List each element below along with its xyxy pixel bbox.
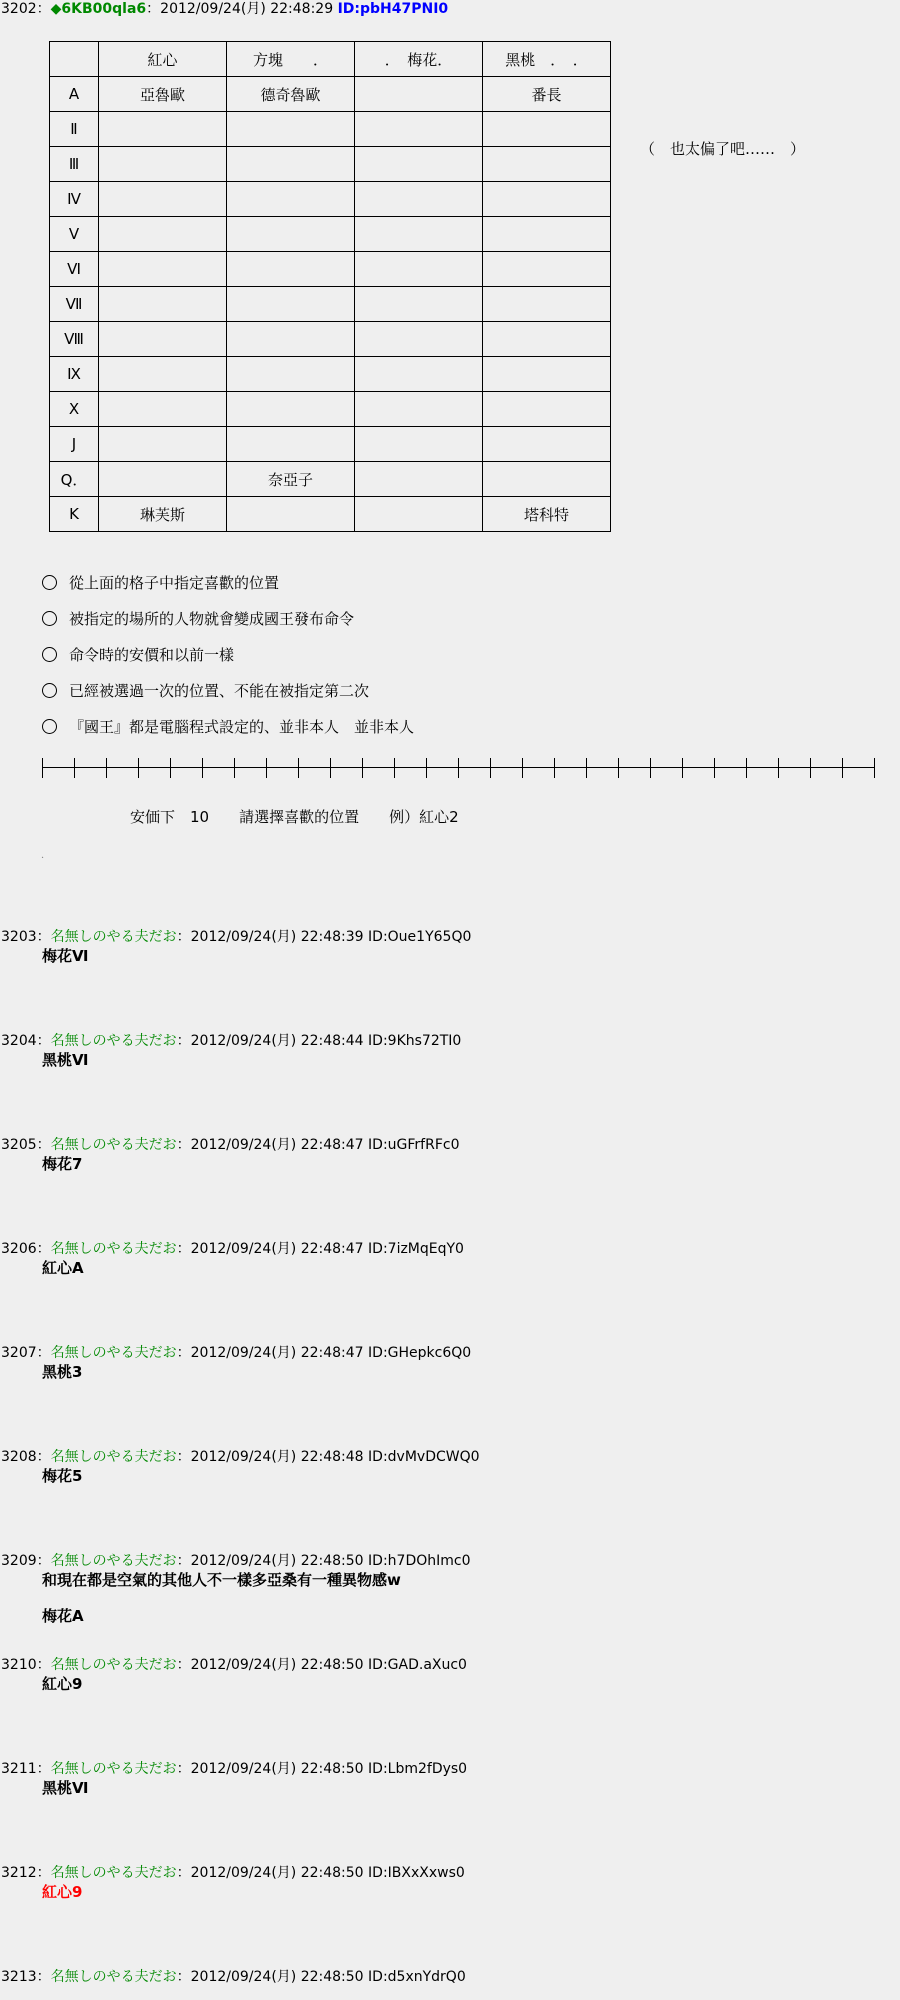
post-number: 3202	[1, 1, 37, 17]
post-sep: ：	[36, 1553, 51, 1569]
ruler-tick	[842, 758, 843, 778]
grid-row-label: Ⅷ	[50, 322, 99, 357]
grid-cell	[227, 357, 355, 392]
grid-row-label: Ⅲ	[50, 147, 99, 182]
grid-cell	[227, 182, 355, 217]
post-number: 3206	[1, 1241, 37, 1257]
grid-row-label: K	[50, 497, 99, 532]
poster-name[interactable]: 名無しのやる夫だお	[50, 1241, 177, 1257]
grid-row-label: Ⅹ	[50, 392, 99, 427]
post-header	[1, 1552, 470, 1570]
grid-suit-header: 黑桃 ． ．	[483, 42, 611, 77]
grid-row-label: J	[50, 427, 99, 462]
grid-cell	[355, 112, 483, 147]
grid-cell	[355, 252, 483, 287]
post-header	[1, 1032, 461, 1050]
post-sep: ：	[36, 1033, 51, 1049]
grid-suit-header: 紅心	[99, 42, 227, 77]
rule-item	[42, 572, 279, 593]
post-meta: ：2012/09/24(月) 22:48:50 ID:d5xnYdrQ0	[176, 1969, 466, 1985]
grid-cell	[227, 287, 355, 322]
post-body-line: 黑桃3	[42, 1363, 83, 1381]
ruler-tick	[266, 758, 267, 778]
poster-name[interactable]: 名無しのやる夫だお	[50, 1137, 177, 1153]
post-number: 3208	[1, 1449, 37, 1465]
ruler-tick	[810, 758, 811, 778]
post-header	[1, 928, 471, 946]
post-meta: ：2012/09/24(月) 22:48:29	[146, 1, 334, 17]
grid-cell: 番長	[483, 77, 611, 112]
rule-item	[42, 716, 414, 737]
grid-cell	[99, 217, 227, 252]
grid-cell	[99, 357, 227, 392]
post-body-line: 和現在都是空氣的其他人不一樣多亞桑有一種異物感w	[42, 1571, 401, 1589]
grid-row	[50, 322, 611, 357]
post-number: 3207	[1, 1345, 37, 1361]
rule-item	[42, 680, 369, 701]
grid-row-label: Ⅶ	[50, 287, 99, 322]
ruler-tick	[458, 758, 459, 778]
ruler-tick	[522, 758, 523, 778]
circle-bullet-icon	[42, 719, 57, 734]
grid-row	[50, 77, 611, 112]
grid-cell	[483, 112, 611, 147]
ruler-tick	[42, 758, 43, 778]
post-body-line: 紅心A	[42, 1259, 84, 1277]
post-header	[1, 1656, 467, 1674]
rule-text: 從上面的格子中指定喜歡的位置	[69, 574, 280, 592]
ruler-tick	[330, 758, 331, 778]
poster-name[interactable]: 名無しのやる夫だお	[50, 929, 177, 945]
post-header	[1, 1864, 465, 1882]
rule-item	[42, 608, 354, 629]
grid-row	[50, 287, 611, 322]
grid-cell	[355, 147, 483, 182]
grid-cell	[355, 357, 483, 392]
ruler-tick	[170, 758, 171, 778]
grid-cell	[355, 182, 483, 217]
ruler-tick	[202, 758, 203, 778]
post-header	[1, 1136, 459, 1154]
post-meta: ：2012/09/24(月) 22:48:50 ID:h7DOhImc0	[176, 1553, 471, 1569]
poster-name[interactable]: 名無しのやる夫だお	[50, 1033, 177, 1049]
ruler-tick	[426, 758, 427, 778]
grid-cell	[99, 147, 227, 182]
post-meta: ：2012/09/24(月) 22:48:50 ID:IBXxXxws0	[176, 1865, 465, 1881]
grid-cell	[483, 322, 611, 357]
post-sep: ：	[36, 929, 51, 945]
grid-cell	[227, 322, 355, 357]
grid-row-label: Ⅴ	[50, 217, 99, 252]
post-body-line: 黑桃Ⅵ	[42, 1051, 89, 1069]
grid-row	[50, 392, 611, 427]
ruler-tick	[362, 758, 363, 778]
grid-cell	[227, 147, 355, 182]
poster-name[interactable]: 名無しのやる夫だお	[50, 1657, 177, 1673]
grid-cell	[483, 357, 611, 392]
dotted-ruler	[42, 758, 874, 778]
grid-corner-cell	[50, 42, 99, 77]
post-meta: ：2012/09/24(月) 22:48:44 ID:9Khs72TI0	[176, 1033, 462, 1049]
grid-cell	[99, 322, 227, 357]
grid-cell	[483, 462, 611, 497]
grid-row-label: Ⅳ	[50, 182, 99, 217]
ruler-tick	[682, 758, 683, 778]
grid-cell	[483, 217, 611, 252]
ruler-tick	[106, 758, 107, 778]
grid-cell	[355, 497, 483, 532]
grid-row	[50, 252, 611, 287]
post-number: 3205	[1, 1137, 37, 1153]
grid-cell	[483, 427, 611, 462]
grid-cell	[355, 462, 483, 497]
grid-cell	[99, 182, 227, 217]
poster-name[interactable]: 名無しのやる夫だお	[50, 1969, 177, 1985]
post-number: 3209	[1, 1553, 37, 1569]
ruler-tick	[778, 758, 779, 778]
post-body-line: 紅心9	[42, 1675, 83, 1693]
grid-cell: 奈亞子	[227, 462, 355, 497]
grid-row	[50, 462, 611, 497]
side-comment: （ 也太偏了吧…… ）	[640, 140, 806, 158]
ruler-tick	[618, 758, 619, 778]
stray-dot: ．	[41, 850, 51, 861]
poster-name[interactable]: 名無しのやる夫だお	[50, 1553, 177, 1569]
grid-cell: 塔科特	[483, 497, 611, 532]
ruler-tick	[714, 758, 715, 778]
ruler-tick	[490, 758, 491, 778]
grid-row	[50, 112, 611, 147]
grid-cell: 德奇魯歐	[227, 77, 355, 112]
poster-trip[interactable]: ◆6KB00qla6	[50, 1, 147, 17]
poster-name[interactable]: 名無しのやる夫だお	[50, 1761, 177, 1777]
grid-suit-header: 方塊 ．	[227, 42, 355, 77]
op-post-header	[1, 0, 448, 18]
post-sep: ：	[36, 1241, 51, 1257]
ruler-tick	[138, 758, 139, 778]
grid-cell	[355, 322, 483, 357]
post-body-line: 梅花7	[42, 1155, 83, 1173]
grid-cell	[227, 217, 355, 252]
grid-cell	[483, 287, 611, 322]
grid-cell	[355, 392, 483, 427]
grid-cell	[355, 217, 483, 252]
grid-cell	[227, 497, 355, 532]
poster-name[interactable]: 名無しのやる夫だお	[50, 1449, 177, 1465]
grid-cell	[355, 287, 483, 322]
grid-cell	[99, 112, 227, 147]
grid-cell	[99, 287, 227, 322]
post-meta: ：2012/09/24(月) 22:48:48 ID:dvMvDCWQ0	[176, 1449, 480, 1465]
post-header	[1, 1240, 464, 1258]
grid-row	[50, 497, 611, 532]
post-meta: ：2012/09/24(月) 22:48:47 ID:7izMqEqY0	[176, 1241, 464, 1257]
circle-bullet-icon	[42, 575, 57, 590]
ruler-tick	[74, 758, 75, 778]
grid-cell	[483, 392, 611, 427]
grid-row	[50, 182, 611, 217]
post-sep: ：	[36, 1137, 51, 1153]
post-number: 3210	[1, 1657, 37, 1673]
ruler-tick	[554, 758, 555, 778]
ruler-tick	[586, 758, 587, 778]
ruler-tick	[746, 758, 747, 778]
poster-name[interactable]: 名無しのやる夫だお	[50, 1865, 177, 1881]
grid-cell	[99, 427, 227, 462]
post-sep: ：	[36, 1657, 51, 1673]
grid-cell	[227, 252, 355, 287]
post-number: 3204	[1, 1033, 37, 1049]
ruler-tick	[650, 758, 651, 778]
post-body-line: 紅心9	[42, 1883, 83, 1901]
grid-cell	[227, 112, 355, 147]
grid-cell	[99, 392, 227, 427]
grid-cell: 琳芙斯	[99, 497, 227, 532]
grid-row-label: A	[50, 77, 99, 112]
grid-cell	[99, 462, 227, 497]
poster-name[interactable]: 名無しのやる夫だお	[50, 1345, 177, 1361]
post-meta: ：2012/09/24(月) 22:48:39 ID:Oue1Y65Q0	[176, 929, 472, 945]
grid-cell	[483, 252, 611, 287]
post-header	[1, 1968, 466, 1986]
grid-suit-header: ． 梅花．	[355, 42, 483, 77]
rule-text: 『國王』都是電腦程式設定的、並非本人 並非本人	[69, 718, 415, 736]
anchor-prompt: 安価下 10 請選擇喜歡的位置 例）紅心2	[130, 808, 459, 826]
grid-row-label: Q．	[50, 462, 99, 497]
grid-header-row	[50, 42, 611, 77]
post-header	[1, 1344, 471, 1362]
rule-text: 命令時的安價和以前一樣	[69, 646, 235, 664]
grid-row-label: Ⅵ	[50, 252, 99, 287]
post-meta: ：2012/09/24(月) 22:48:50 ID:GAD.aXuc0	[176, 1657, 467, 1673]
post-header	[1, 1760, 467, 1778]
post-body-line: 梅花5	[42, 1467, 83, 1485]
post-header	[1, 1448, 480, 1466]
grid-row	[50, 427, 611, 462]
post-meta: ：2012/09/24(月) 22:48:47 ID:uGFrfRFc0	[176, 1137, 460, 1153]
post-number: 3212	[1, 1865, 37, 1881]
post-sep: ：	[36, 1449, 51, 1465]
circle-bullet-icon	[42, 611, 57, 626]
post-number: 3203	[1, 929, 37, 945]
post-meta: ：2012/09/24(月) 22:48:47 ID:GHepkc6Q0	[176, 1345, 472, 1361]
rule-text: 已經被選過一次的位置、不能在被指定第二次	[69, 682, 370, 700]
ruler-tick	[298, 758, 299, 778]
post-body-line: 梅花A	[42, 1607, 84, 1625]
grid-row	[50, 217, 611, 252]
post-meta: ：2012/09/24(月) 22:48:50 ID:Lbm2fDys0	[176, 1761, 468, 1777]
post-body-line: 梅花Ⅵ	[42, 947, 89, 965]
post-body-line: 黑桃Ⅵ	[42, 1779, 89, 1797]
ruler-tick	[394, 758, 395, 778]
post-number: 3211	[1, 1761, 37, 1777]
grid-cell	[227, 427, 355, 462]
post-sep: ：	[36, 1, 51, 17]
grid-cell	[355, 427, 483, 462]
grid-row	[50, 147, 611, 182]
grid-cell	[99, 252, 227, 287]
card-grid-table	[49, 41, 611, 532]
grid-cell	[483, 147, 611, 182]
post-number: 3213	[1, 1969, 37, 1985]
ruler-tick	[874, 758, 875, 778]
post-sep: ：	[36, 1761, 51, 1777]
rule-text: 被指定的場所的人物就會變成國王發布命令	[69, 610, 355, 628]
grid-row	[50, 357, 611, 392]
rule-item	[42, 644, 234, 665]
circle-bullet-icon	[42, 647, 57, 662]
circle-bullet-icon	[42, 683, 57, 698]
grid-cell	[227, 392, 355, 427]
post-sep: ：	[36, 1969, 51, 1985]
grid-cell	[355, 77, 483, 112]
poster-id[interactable]: ID:pbH47PNI0	[337, 1, 449, 17]
post-sep: ：	[36, 1865, 51, 1881]
grid-cell: 亞魯歐	[99, 77, 227, 112]
grid-cell	[483, 182, 611, 217]
grid-row-label: Ⅸ	[50, 357, 99, 392]
ruler-tick	[234, 758, 235, 778]
post-sep: ：	[36, 1345, 51, 1361]
grid-row-label: Ⅱ	[50, 112, 99, 147]
